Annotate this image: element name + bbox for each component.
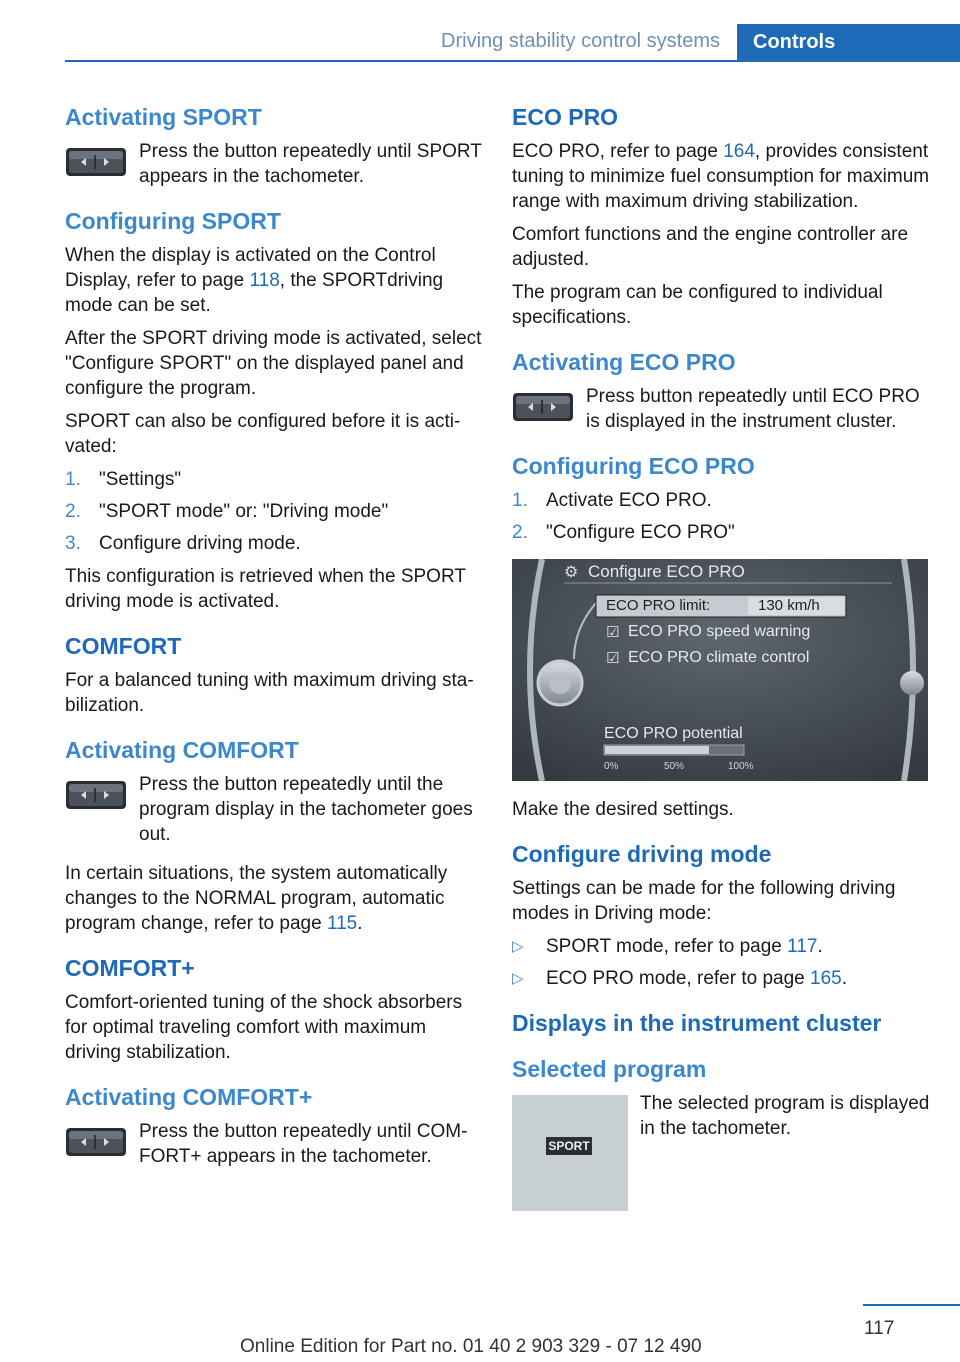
triangle-bullet-icon: ▷ [512, 938, 524, 955]
eco-pro-p1 [512, 139, 932, 214]
text-span: , provides consistent tuning to minimize fuel consumption for maximum range with maximum driving stabilization. [512, 141, 930, 212]
step-number: 2. [65, 501, 81, 522]
left-column [65, 103, 485, 1187]
eco-pro-potential-label: ECO PRO potential [604, 725, 743, 742]
step-number: 1. [512, 490, 528, 511]
eco-pro-limit-value[interactable]: 130 km/h [758, 597, 820, 614]
text-span: ECO PRO mode, refer to page [546, 968, 811, 989]
activating-comfort-text: Press the button repeatedly until the program display in the tachometer goes out. [139, 774, 473, 845]
section-selected-program [512, 1055, 932, 1211]
page-number: 117 [864, 1318, 895, 1339]
heading-activating-sport: Activating SPORT [65, 104, 262, 130]
configuring-eco-pro-steps [512, 488, 932, 545]
comfort-text: For a balanced tuning with maximum driving stabilization. [65, 670, 474, 716]
step-text: Configure driving mode. [99, 533, 301, 554]
step-number: 2. [512, 522, 528, 543]
activating-sport-text: Press the button repeatedly until SPORT appears in the tachometer. [139, 141, 482, 187]
heading-eco-pro: ECO PRO [512, 104, 619, 130]
heading-configuring-sport: Configuring SPORT [65, 208, 281, 234]
footer-edition: Online Edition for Part no. 01 40 2 903 329 - 07 12 490 [240, 1336, 702, 1357]
activating-comfort-plus-text: Press the button repeatedly until COMFORT+ appears in the tachometer. [139, 1121, 468, 1167]
configuring-sport-p3: SPORT can also be configured before it is activated: [65, 411, 461, 457]
running-header-tab: Controls [737, 24, 960, 62]
text-span: When the display is activated on the Control Display, refer to page [65, 245, 436, 291]
checkbox-icon: ☑ [606, 650, 620, 667]
tachometer-sport-display [512, 1095, 628, 1211]
settings-icon: ⚙ [564, 564, 579, 581]
section-configuring-sport [65, 207, 485, 614]
section-activating-comfort-plus [65, 1083, 485, 1169]
eco-pro-limit-label[interactable]: ECO PRO limit: [606, 597, 711, 614]
list-item-text: SPORT mode, refer to page 117. [546, 936, 823, 957]
page-link-115[interactable]: 115 [326, 913, 358, 934]
step-text: "Configure ECO PRO" [546, 522, 735, 543]
comfort-plus-text: Comfort-oriented tuning of the shock absorbers for optimal traveling comfort with maximum driving stabilization. [65, 992, 463, 1063]
section-activating-comfort [65, 736, 485, 936]
heading-activating-comfort: Activating COMFORT [65, 737, 299, 763]
text-span: In certain situations, the system automatically changes to the NORMAL program, automatic program change, refer to page [65, 863, 448, 934]
selected-program-text: The selected program is displayed in the tachometer. [640, 1093, 930, 1139]
screen-title: Configure ECO PRO [588, 562, 745, 581]
option-speed-warning[interactable]: ECO PRO speed warning [628, 623, 811, 640]
heading-displays-instrument-cluster: Displays in the instrument cluster [512, 1010, 882, 1036]
eco-pro-p2: Comfort functions and the engine controller are adjusted. [512, 224, 909, 270]
section-configuring-eco-pro [512, 452, 932, 822]
section-comfort [65, 632, 485, 718]
list-item [512, 488, 932, 513]
driving-mode-list [512, 934, 932, 991]
text-span: . [357, 913, 363, 934]
tick-50: 50% [664, 761, 685, 772]
step-text: "SPORT mode" or: "Driving mode" [99, 501, 389, 522]
step-text: Activate ECO PRO. [546, 490, 712, 511]
section-activating-eco-pro [512, 348, 932, 434]
heading-activating-comfort-plus: Activating COMFORT+ [65, 1084, 313, 1110]
after-screen-text: Make the desired settings. [512, 799, 734, 820]
activating-comfort-p2 [65, 861, 485, 936]
tick-0: 0% [604, 761, 619, 772]
heading-comfort-plus: COMFORT+ [65, 955, 195, 981]
header-rule [65, 60, 960, 62]
list-item [65, 499, 485, 524]
page-link-117[interactable]: 117 [787, 936, 818, 957]
eco-pro-p3: The program can be configured to individual specifications. [512, 282, 883, 328]
triangle-bullet-icon: ▷ [512, 970, 524, 987]
list-item [512, 966, 932, 991]
configuring-sport-p4: This configuration is retrieved when the SPORT driving mode is activated. [65, 566, 466, 612]
configure-driving-mode-text: Settings can be made for the following driving modes in Driving mode: [512, 878, 896, 924]
driving-mode-button-icon [65, 780, 127, 810]
page-link-118[interactable]: 118 [249, 270, 280, 291]
checkbox-icon: ☑ [606, 624, 620, 641]
step-number: 1. [65, 469, 81, 490]
heading-configure-driving-mode: Configure driving mode [512, 841, 772, 867]
section-configure-driving-mode [512, 840, 932, 991]
page-link-164[interactable]: 164 [723, 141, 755, 162]
section-comfort-plus [65, 954, 485, 1065]
driving-mode-button-icon [65, 1127, 127, 1157]
configuring-sport-p2: After the SPORT driving mode is activated, select "Configure SPORT" on the displayed panel and configure the program. [65, 328, 482, 399]
list-item [512, 520, 932, 545]
right-column [512, 103, 932, 1229]
option-climate-control[interactable]: ECO PRO climate control [628, 649, 810, 666]
list-item-text: ECO PRO mode, refer to page 165. [546, 968, 847, 989]
list-item [65, 531, 485, 556]
footer-rule [863, 1304, 960, 1306]
tick-100: 100% [728, 761, 754, 772]
running-header-section: Driving stability control systems [441, 30, 720, 52]
configuring-sport-p1 [65, 243, 485, 318]
text-span: , the SPORTdriving mode can be set. [65, 270, 444, 316]
section-activating-sport [65, 103, 485, 189]
section-eco-pro [512, 103, 932, 330]
configuring-sport-steps [65, 467, 485, 556]
driving-mode-button-icon [65, 147, 127, 177]
page-link-165[interactable]: 165 [810, 968, 842, 989]
driving-mode-button-icon [512, 392, 574, 422]
section-displays [512, 1009, 932, 1037]
eco-pro-potential-bar [605, 746, 709, 754]
eco-pro-config-screen [512, 559, 928, 781]
heading-activating-eco-pro: Activating ECO PRO [512, 349, 736, 375]
sport-badge: SPORT [546, 1137, 592, 1155]
list-item [512, 934, 932, 959]
heading-comfort: COMFORT [65, 633, 182, 659]
text-span: ECO PRO, refer to page [512, 141, 724, 162]
list-item [65, 467, 485, 492]
heading-selected-program: Selected program [512, 1056, 707, 1082]
step-text: "Settings" [99, 469, 182, 490]
heading-configuring-eco-pro: Configuring ECO PRO [512, 453, 755, 479]
activating-eco-pro-text: Press button repeatedly until ECO PRO is displayed in the instrument cluster. [586, 386, 920, 432]
step-number: 3. [65, 533, 81, 554]
text-span: SPORT mode, refer to page [546, 936, 788, 957]
